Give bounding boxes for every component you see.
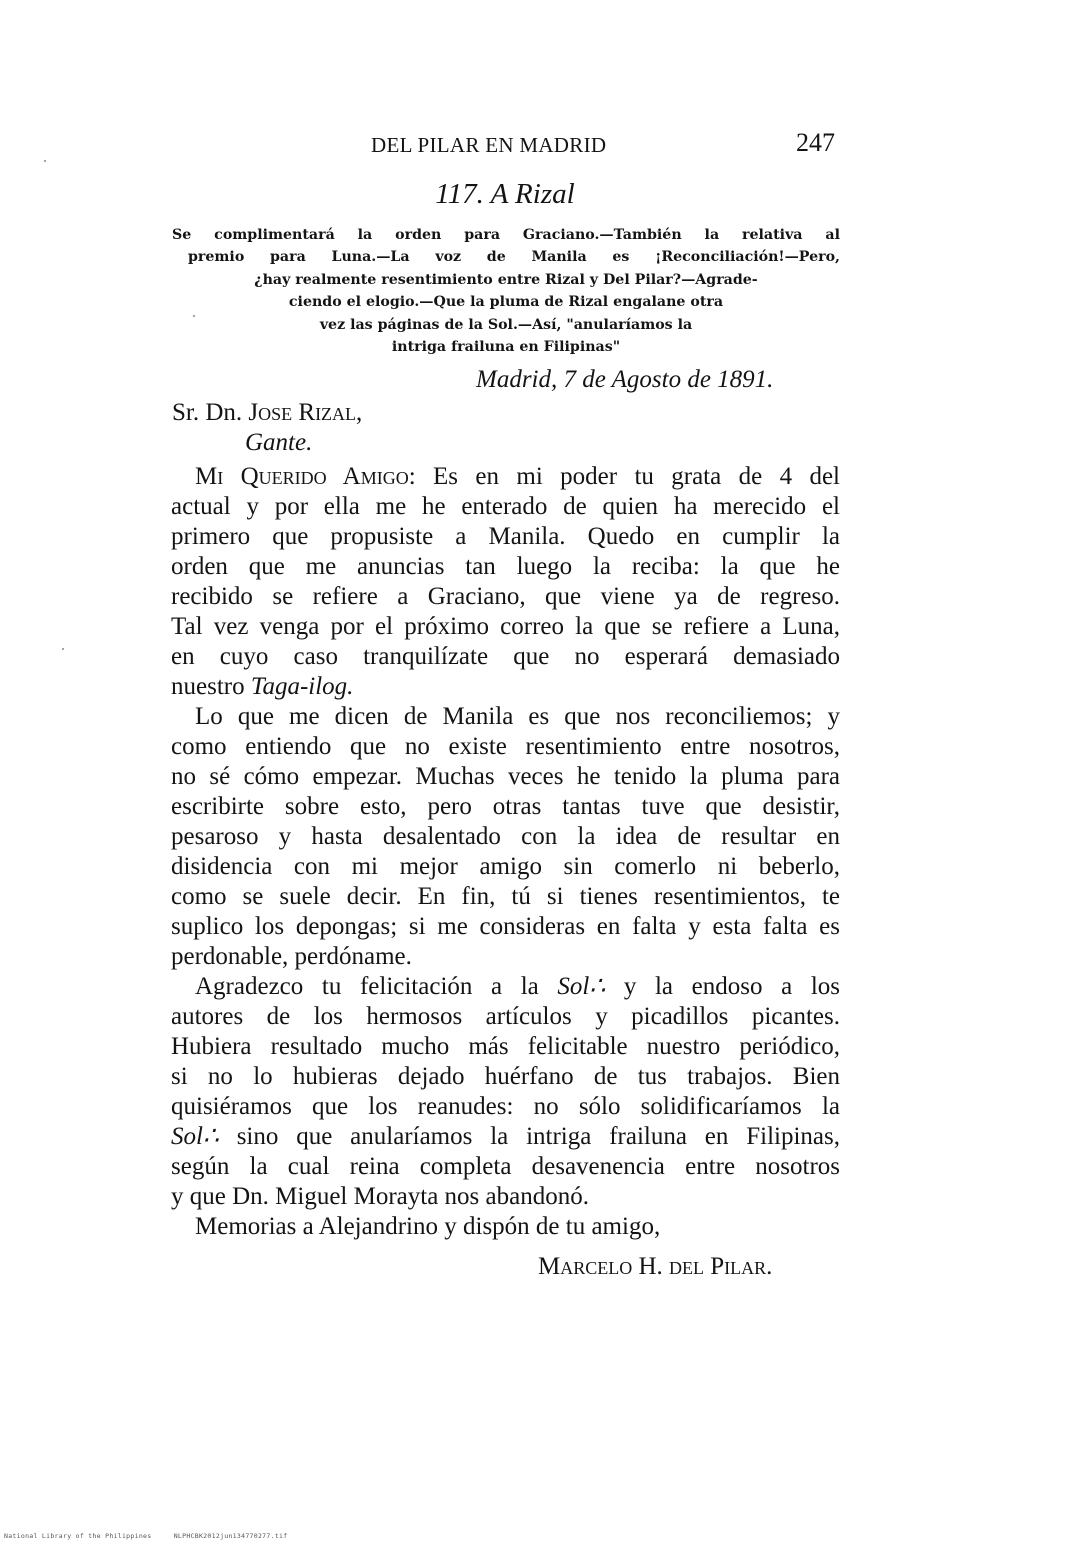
- scan-footer: [4, 1532, 305, 1540]
- signature: Marcelo H. del Pilar.: [538, 1253, 773, 1280]
- letter-title: 117. A Rizal: [435, 178, 575, 210]
- body-line: [171, 1122, 840, 1152]
- newspaper-name: Sol∴: [171, 1123, 219, 1150]
- body-line: disidencia con mi mejor amigo sin comerlo ni beberlo,: [171, 853, 840, 880]
- summary-line: ¿hay realmente resentimiento entre Rizal y Del Pilar?—Agrade-: [254, 271, 758, 288]
- body-line: recibido se refiere a Graciano, que viene ya de regreso.: [171, 583, 840, 610]
- body-line: quisiéramos que los reanudes: no sólo solidificaríamos la: [171, 1093, 840, 1120]
- scan-speck: [62, 648, 64, 650]
- body-line-text: nuestro: [171, 673, 251, 700]
- body-line: perdonable, perdóname.: [171, 943, 412, 970]
- page-number: 247: [796, 128, 835, 157]
- summary-line: premio para Luna.—La voz de Manila es ¡Reconciliación!—Pero,: [188, 249, 840, 266]
- body-line: según la cual reina completa desavenencia entre nosotros: [171, 1153, 840, 1180]
- body-line-text: : Es en mi poder tu grata de 4 del: [408, 463, 840, 490]
- body-line: Lo que me dicen de Manila es que nos reconciliemos; y: [195, 703, 840, 730]
- body-line: no sé cómo empezar. Muchas veces he tenido la pluma para: [171, 763, 840, 790]
- summary-line: intriga frailuna en Filipinas": [391, 339, 621, 356]
- addressee-city: Gante.: [245, 429, 313, 456]
- letter-body: [171, 462, 840, 1242]
- body-line-text: y la endoso a los: [605, 973, 840, 1000]
- body-line-text: sino que anularíamos la intriga frailuna en Filipinas,: [218, 1123, 840, 1150]
- body-line: orden que me anuncias tan luego la reciba: la que he: [171, 553, 840, 580]
- addressee-name: Jose Rizal,: [248, 399, 363, 426]
- scan-footer-file-id: NLPHCBK2012jun134770277.tif: [173, 1532, 288, 1540]
- running-head: DEL PILAR EN MADRID: [371, 133, 607, 157]
- newspaper-name: Taga-ilog.: [250, 673, 354, 700]
- newspaper-name: Sol∴: [557, 973, 606, 1000]
- body-line: [171, 672, 840, 702]
- body-line: pesaroso y hasta desalentado con la idea de resultar en: [171, 823, 840, 850]
- scan-footer-library: National Library of the Philippines: [4, 1532, 152, 1540]
- summary-line: vez las páginas de la Sol.—Así, "anularíamos la: [319, 316, 693, 333]
- addressee-prefix: Sr. Dn.: [172, 399, 249, 426]
- letter-summary: [172, 224, 840, 358]
- body-line: escribirte sobre esto, pero otras tantas tuve que desistir,: [171, 793, 840, 820]
- body-line: si no lo hubieras dejado huérfano de tus trabajos. Bien: [171, 1063, 840, 1090]
- body-line: primero que propusiste a Manila. Quedo en cumplir la: [171, 523, 840, 550]
- body-line-text: Agradezco tu felicitación a la: [195, 973, 558, 1000]
- body-line: y que Dn. Miguel Morayta nos abandonó.: [171, 1183, 589, 1210]
- addressee: [172, 398, 362, 458]
- body-line: [171, 462, 840, 492]
- body-line: autores de los hermosos artículos y picadillos picantes.: [171, 1003, 840, 1030]
- body-line: como se suele decir. En fin, tú si tienes resentimientos, te: [171, 883, 840, 910]
- body-line: actual y por ella me he enterado de quien ha merecido el: [171, 493, 840, 520]
- body-line: Tal vez venga por el próximo correo la que se refiere a Luna,: [171, 613, 840, 640]
- scan-speck: [193, 315, 195, 317]
- body-line: suplico los depongas; si me consideras en falta y esta falta es: [171, 913, 840, 940]
- dateline: Madrid, 7 de Agosto de 1891.: [476, 366, 774, 393]
- body-line: en cuyo caso tranquilízate que no esperará demasiado: [171, 643, 840, 670]
- body-line: Memorias a Alejandrino y dispón de tu amigo,: [195, 1213, 661, 1240]
- summary-line: ciendo el elogio.—Que la pluma de Rizal engalane otra: [288, 294, 724, 311]
- body-line: como entiendo que no existe resentimiento entre nosotros,: [171, 733, 840, 760]
- body-line: [171, 972, 840, 1002]
- scan-speck: [44, 160, 46, 162]
- salutation: Mi Querido Amigo: [195, 463, 409, 490]
- body-line: Hubiera resultado mucho más felicitable nuestro periódico,: [171, 1033, 840, 1060]
- summary-line: Se complimentará la orden para Graciano.—También la relativa al: [172, 227, 840, 243]
